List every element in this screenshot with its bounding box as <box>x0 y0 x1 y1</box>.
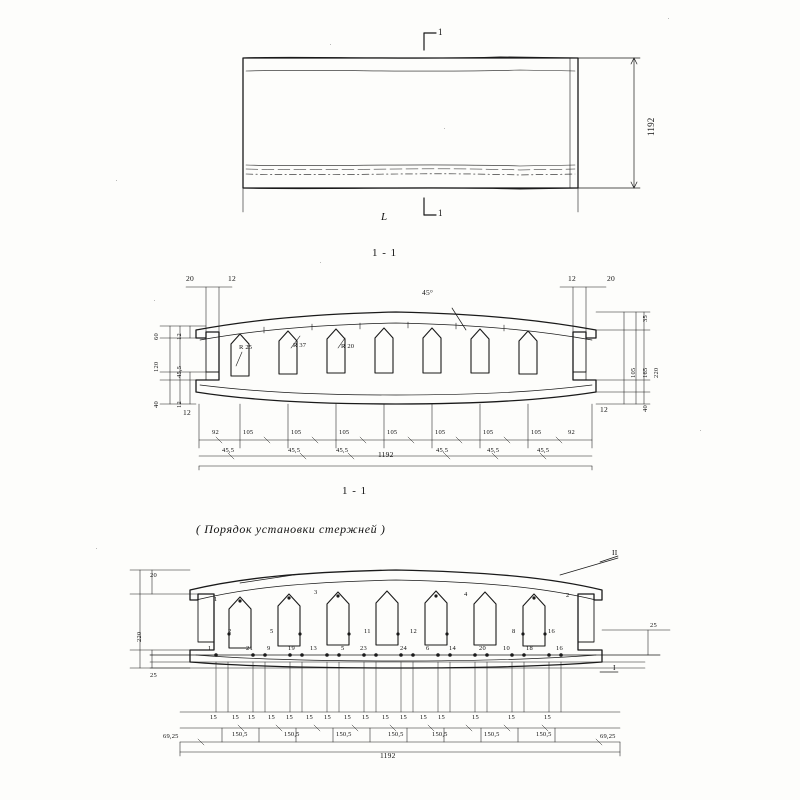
dim-right-bottom-12: 12 <box>600 405 608 414</box>
rebar-dim-1505-1: 150,5 <box>232 731 248 738</box>
rebar-dim-small-6: 15 <box>306 714 313 721</box>
bar-num-row-11: 11 <box>364 628 371 635</box>
bar-num-bot-10: 10 <box>503 645 510 652</box>
rebar-left-dimensions <box>130 570 214 668</box>
bar-num-bot-21: 21 <box>246 645 253 652</box>
rebar-order-caption: ( Порядок установки стержней ) <box>196 522 386 536</box>
rebar-dim-edge-left: 69,25 <box>163 733 179 740</box>
rebar-overall-1192: 1192 <box>380 751 396 760</box>
dim-bottom1-92l: 92 <box>212 429 219 436</box>
bar-num-top-4: 4 <box>464 591 468 598</box>
bar-num-row-12: 12 <box>410 628 417 635</box>
rebar-dim-edge-right: 69,25 <box>600 733 616 740</box>
dim-left-top-20: 20 <box>186 274 194 283</box>
dim-bottom1-105c: 105 <box>339 429 350 436</box>
dim-left-455: 45,5 <box>176 365 183 378</box>
dim-bottom1-105d: 105 <box>387 429 398 436</box>
bar-num-row-8: 8 <box>512 628 516 635</box>
section-caption-top: 1 - 1 <box>372 247 398 259</box>
rebar-dim-25-left: 25 <box>150 672 157 679</box>
dim-right-165: 165 <box>642 367 649 378</box>
rebar-dim-small-9: 15 <box>362 714 369 721</box>
dim-bottom2-455c: 45,5 <box>336 447 349 454</box>
section-mark-bottom-label: 1 <box>438 208 443 218</box>
dim-left-120: 120 <box>153 361 160 372</box>
bar-num-row-2: 2 <box>228 628 232 635</box>
section-right-dimensions <box>596 312 650 404</box>
dim-right-220: 220 <box>653 367 660 378</box>
mark-II-label: II <box>612 548 618 557</box>
bar-num-bot-9: 9 <box>267 645 271 652</box>
rebar-dim-small-12: 15 <box>420 714 427 721</box>
radius-label-r37: R 37 <box>293 342 307 349</box>
dim-left-12a: 12 <box>176 333 183 340</box>
dim-right-top-12: 12 <box>568 274 576 283</box>
section-1-1-body <box>196 308 596 404</box>
dim-left-12b: 12 <box>176 401 183 408</box>
dim-right-40: 40 <box>642 405 649 412</box>
section-mark-top-label: 1 <box>438 27 443 37</box>
dim-bottom1-105a: 105 <box>243 429 254 436</box>
dim-right-top-20: 20 <box>607 274 615 283</box>
bar-num-bot-6: 6 <box>426 645 430 652</box>
angle-note-45: 45° <box>422 288 434 297</box>
bar-num-top-3: 3 <box>314 589 318 596</box>
plan-height-label: 1192 <box>646 117 656 136</box>
bar-num-row-5: 5 <box>270 628 274 635</box>
dim-left-60: 60 <box>153 333 160 340</box>
dim-left-bottom-12: 12 <box>183 408 191 417</box>
rebar-dim-1505-5: 150,5 <box>432 731 448 738</box>
dim-bottom1-92r: 92 <box>568 429 575 436</box>
bar-num-top-2: 2 <box>566 592 570 599</box>
plan-length-label: L <box>381 211 388 223</box>
rebar-dim-small-4: 15 <box>268 714 275 721</box>
rebar-dim-small-13: 15 <box>438 714 445 721</box>
rebar-dim-small-1: 15 <box>210 714 217 721</box>
section-bottom-dimensions <box>199 404 592 470</box>
rebar-dim-20: 20 <box>150 572 157 579</box>
dim-left-top-12: 12 <box>228 274 236 283</box>
rebar-dim-small-15: 15 <box>508 714 515 721</box>
bar-num-bot-19: 19 <box>288 645 295 652</box>
dim-bottom2-455f: 45,5 <box>537 447 550 454</box>
rebar-dim-small-7: 15 <box>324 714 331 721</box>
plan-view-outline <box>243 57 578 189</box>
dim-right-35: 35 <box>642 315 649 322</box>
rebar-right-dimensions <box>602 630 670 655</box>
rebar-dim-small-16: 15 <box>544 714 551 721</box>
dim-bottom1-105b: 105 <box>291 429 302 436</box>
rebar-dim-1505-4: 150,5 <box>388 731 404 738</box>
dim-right-105: 105 <box>630 367 637 378</box>
plan-height-dimension <box>578 58 640 188</box>
dim-left-40: 40 <box>153 401 160 408</box>
rebar-dim-1505-6: 150,5 <box>484 731 500 738</box>
bar-num-bot-5: 5 <box>341 645 345 652</box>
radius-label-r25: R 25 <box>239 344 253 351</box>
rebar-dim-1505-3: 150,5 <box>336 731 352 738</box>
bar-num-bot-1: 1 <box>208 645 212 652</box>
bar-num-bot-18: 18 <box>526 645 533 652</box>
dim-bottom1-105f: 105 <box>483 429 494 436</box>
dim-bottom1-105e: 105 <box>435 429 446 436</box>
mark-I-label: I <box>613 663 616 672</box>
rebar-dim-small-5: 15 <box>286 714 293 721</box>
bar-num-bot-13: 13 <box>310 645 317 652</box>
rebar-section-body <box>150 556 660 712</box>
bar-num-top-1: 1 <box>214 596 218 603</box>
rebar-dim-1505-7: 150,5 <box>536 731 552 738</box>
dim-bottom2-455e: 45,5 <box>487 447 500 454</box>
rebar-dim-small-2: 15 <box>232 714 239 721</box>
rebar-dim-25-right: 25 <box>650 622 657 629</box>
dim-bottom2-455b: 45,5 <box>288 447 301 454</box>
dim-overall-1192-section: 1192 <box>378 450 394 459</box>
rebar-dim-1505-2: 150,5 <box>284 731 300 738</box>
rebar-dim-220: 220 <box>136 631 143 642</box>
bar-num-bot-16: 16 <box>556 645 563 652</box>
rebar-dim-small-11: 15 <box>400 714 407 721</box>
rebar-dim-small-8: 15 <box>344 714 351 721</box>
dim-bottom2-455a: 45,5 <box>222 447 235 454</box>
rebar-dim-small-14: 15 <box>472 714 479 721</box>
bar-num-bot-14: 14 <box>449 645 456 652</box>
bar-num-bot-24: 24 <box>400 645 407 652</box>
rebar-dim-small-3: 15 <box>248 714 255 721</box>
radius-label-r20: R 20 <box>341 343 355 350</box>
bar-num-bot-23: 23 <box>360 645 367 652</box>
bar-num-bot-20: 20 <box>479 645 486 652</box>
dim-bottom1-105g: 105 <box>531 429 542 436</box>
bar-num-row-16: 16 <box>548 628 555 635</box>
rebar-dim-small-10: 15 <box>382 714 389 721</box>
section-caption-bottom: 1 - 1 <box>342 485 368 497</box>
dim-bottom2-455d: 45,5 <box>436 447 449 454</box>
